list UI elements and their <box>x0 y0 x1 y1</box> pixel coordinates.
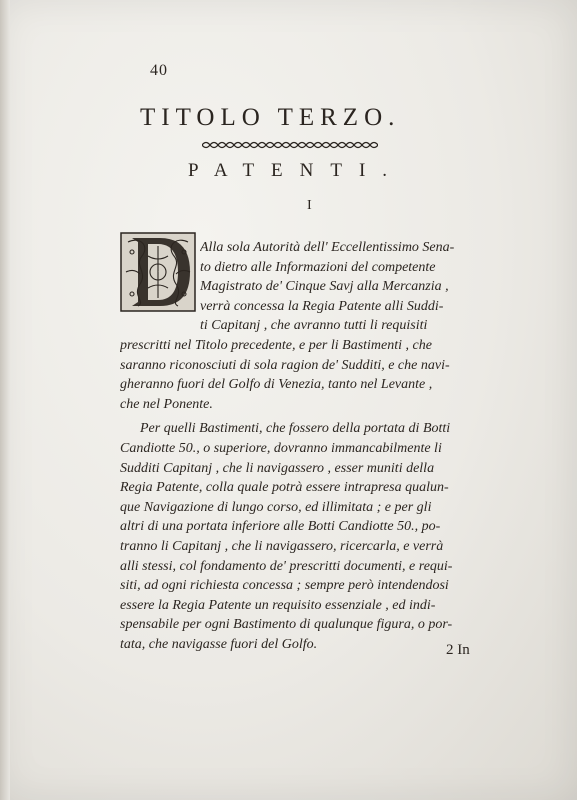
text-line: altri di una portata inferiore alle Botti Candiotte 50., po- <box>120 519 441 535</box>
chapter-title: TITOLO TERZO. <box>140 104 401 131</box>
article-body <box>120 238 508 654</box>
text-line: alli stessi, col fondamento de' prescritti documenti, e requi- <box>120 558 453 574</box>
text-line: Per quelli Bastimenti, che fossero della portata di Botti <box>140 421 451 437</box>
text-line: spensabile per ogni Bastimento di qualunque figura, o por- <box>120 617 453 633</box>
text-line: Alla sola Autorità dell' Eccellentissimo Sena- <box>200 240 455 255</box>
text-line: tranno li Capitanj , che li navigassero, ricercarla, e verrà <box>120 538 444 554</box>
text-line: verrà concessa la Regia Patente alli Suddi- <box>200 298 444 314</box>
svg-text:D: D <box>158 272 159 273</box>
text-line: siti, ad ogni richiesta concessa ; sempre però intendendosi <box>120 578 449 594</box>
page-spine-shadow <box>0 0 10 800</box>
text-line: que Navigazione di lungo corso, ed illimitata ; e per gli <box>120 499 432 515</box>
text-line: gheranno fuori del Golfo di Venezia, tanto nel Levante , <box>120 377 433 393</box>
catchword: 2 In <box>446 642 470 658</box>
text-line: to dietro alle Informazioni del competente <box>200 259 436 275</box>
section-number: I <box>307 198 312 213</box>
text-line: Magistrato de' Cinque Savj alla Mercanzia , <box>200 279 449 295</box>
text-line: Regia Patente, colla quale potrà essere intrapresa qualun- <box>120 480 449 496</box>
ornamental-rule <box>202 140 378 150</box>
text-line: che nel Ponente. <box>120 396 213 412</box>
page-number: 40 <box>150 62 168 79</box>
section-heading: PATENTI. <box>188 160 405 181</box>
text-line: Sudditi Capitanj , che li navigassero , esser muniti della <box>120 460 435 476</box>
text-line: essere la Regia Patente un requisito essenziale , ed indi- <box>120 597 436 613</box>
text-line: ti Capitanj , che avranno tutti li requisiti <box>200 318 428 334</box>
text-line: Candiotte 50., o superiore, dovranno immancabilmente li <box>120 440 442 456</box>
text-line: saranno riconosciuti di sola ragion de' Sudditi, e che navi- <box>120 357 450 373</box>
text-line: prescritti nel Titolo precedente, e per li Bastimenti , che <box>120 337 432 353</box>
text-line: tata, che navigasse fuori del Golfo. <box>120 636 318 652</box>
